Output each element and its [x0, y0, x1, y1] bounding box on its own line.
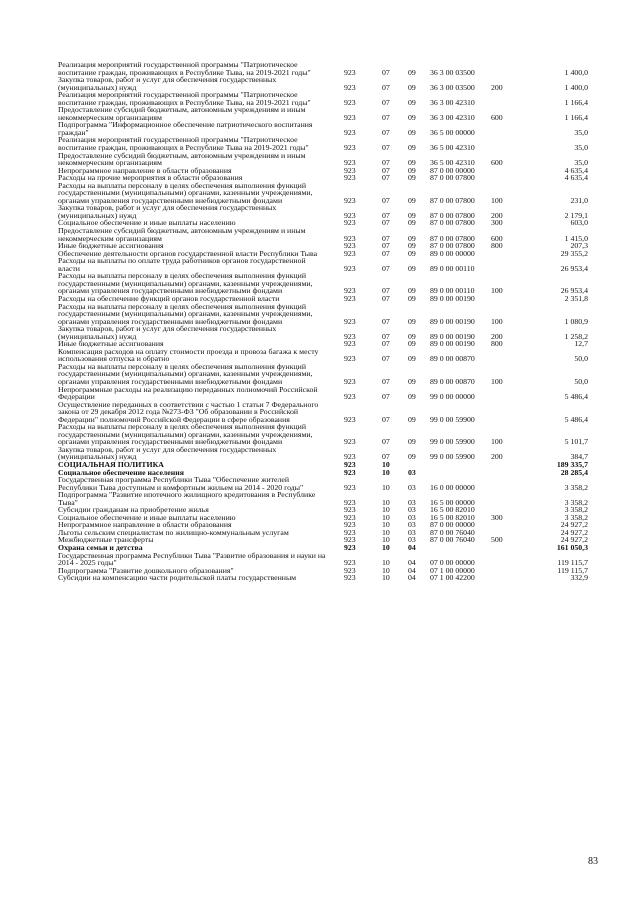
row-razdel: 07 — [382, 354, 390, 364]
row-sum: 1 166,4 — [564, 97, 588, 107]
row-expense-type: 100 — [491, 316, 503, 326]
row-grbs: 923 — [344, 482, 356, 492]
table-row — [58, 423, 588, 446]
row-sum: 4 635,4 — [564, 173, 588, 183]
row-expense-type: 100 — [491, 195, 503, 205]
row-podrazdel: 09 — [408, 293, 416, 303]
row-name: Иные бюджетные ассигнования — [58, 241, 164, 251]
row-target-code: 99 0 00 59900 — [430, 452, 475, 462]
row-sum: 24 927,2 — [560, 535, 588, 545]
row-target-code: 36 5 00 42310 — [430, 158, 475, 168]
row-grbs: 923 — [344, 210, 356, 220]
row-sum: 189 335,7 — [556, 459, 588, 469]
row-grbs: 923 — [344, 316, 356, 326]
row-razdel: 07 — [382, 376, 390, 386]
row-name: Субсидии гражданам на приобретение жилья — [58, 505, 209, 515]
row-grbs: 923 — [344, 165, 356, 175]
row-razdel: 10 — [382, 565, 390, 575]
row-podrazdel: 09 — [408, 97, 416, 107]
row-podrazdel: 09 — [408, 437, 416, 447]
row-razdel: 07 — [382, 218, 390, 228]
row-name: Предоставление субсидий бюджетным, автономным учреждениям и иным некоммерческим организациям — [58, 226, 306, 243]
row-grbs: 923 — [344, 520, 356, 530]
row-podrazdel: 03 — [408, 467, 416, 477]
row-name: Подпрограмма "Развитие дошкольного образования" — [58, 565, 234, 575]
row-target-code: 36 3 00 42310 — [430, 97, 475, 107]
row-expense-type: 500 — [491, 535, 503, 545]
row-grbs: 923 — [344, 195, 356, 205]
row-name: Социальное обеспечение населения — [58, 467, 184, 477]
row-name: Закупка товаров, работ и услуг для обеспечения государственных (муниципальных) нужд — [58, 75, 277, 92]
row-target-code: 89 0 00 00190 — [430, 339, 475, 349]
row-podrazdel: 04 — [408, 565, 416, 575]
row-sum: 5 486,4 — [564, 414, 588, 424]
table-row — [58, 227, 588, 242]
row-sum: 24 927,2 — [560, 527, 588, 537]
row-podrazdel: 09 — [408, 354, 416, 364]
row-name: Непрограммное направление в области образования — [58, 520, 232, 530]
row-podrazdel: 09 — [408, 392, 416, 402]
row-podrazdel: 09 — [408, 414, 416, 424]
row-sum: 2 351,8 — [564, 293, 588, 303]
row-target-code: 87 0 00 07800 — [430, 195, 475, 205]
row-name: Непрограммное направление в области образования — [58, 165, 232, 175]
row-expense-type: 300 — [491, 512, 503, 522]
row-expense-type: 100 — [491, 437, 503, 447]
row-name: Предоставление субсидий бюджетным, автономным учреждениям и иным некоммерческим организациям — [58, 105, 306, 122]
row-grbs: 923 — [344, 535, 356, 545]
row-razdel: 07 — [382, 414, 390, 424]
row-sum: 161 050,3 — [556, 543, 588, 552]
row-target-code: 89 0 00 00110 — [430, 286, 475, 296]
row-razdel: 07 — [382, 316, 390, 326]
table-row — [58, 121, 588, 136]
row-razdel: 07 — [382, 82, 390, 92]
row-grbs: 923 — [344, 127, 356, 137]
row-expense-type: 100 — [491, 376, 503, 386]
row-sum: 231,0 — [570, 195, 588, 205]
table-row — [58, 91, 588, 106]
row-podrazdel: 03 — [408, 535, 416, 545]
row-target-code: 07 1 00 00000 — [430, 565, 475, 575]
row-razdel: 07 — [382, 158, 390, 168]
row-grbs: 923 — [344, 354, 356, 364]
row-podrazdel: 04 — [408, 543, 416, 552]
row-sum: 119 115,7 — [557, 565, 588, 575]
row-grbs: 923 — [344, 293, 356, 303]
row-sum: 332,9 — [570, 573, 588, 583]
row-razdel: 10 — [382, 467, 390, 477]
row-target-code: 87 0 00 07800 — [430, 233, 475, 243]
table-row — [58, 348, 588, 363]
row-sum: 4 635,4 — [564, 165, 588, 175]
row-razdel: 07 — [382, 127, 390, 137]
table-row — [58, 136, 588, 151]
row-expense-type: 600 — [491, 112, 503, 122]
row-podrazdel: 09 — [408, 158, 416, 168]
row-razdel: 07 — [382, 437, 390, 447]
row-podrazdel: 09 — [408, 316, 416, 326]
row-podrazdel: 04 — [408, 573, 416, 583]
row-grbs: 923 — [344, 286, 356, 296]
row-grbs: 923 — [344, 82, 356, 92]
table-row — [58, 204, 588, 219]
row-sum: 3 358,2 — [564, 497, 588, 507]
row-podrazdel: 09 — [408, 241, 416, 251]
row-target-code: 87 0 00 07800 — [430, 218, 475, 228]
row-target-code: 89 0 00 00190 — [430, 293, 475, 303]
row-expense-type: 200 — [491, 331, 503, 341]
table-row — [58, 401, 588, 424]
table-row — [58, 446, 588, 461]
row-razdel: 10 — [382, 459, 390, 469]
row-expense-type: 800 — [491, 339, 503, 349]
row-razdel: 07 — [382, 210, 390, 220]
row-razdel: 10 — [382, 505, 390, 515]
row-razdel: 07 — [382, 165, 390, 175]
row-grbs: 923 — [344, 67, 356, 77]
row-grbs: 923 — [344, 392, 356, 402]
row-grbs: 923 — [344, 158, 356, 168]
row-name: Субсидии на компенсацию части родительской платы государственным — [58, 573, 297, 583]
row-grbs: 923 — [344, 459, 356, 469]
row-grbs: 923 — [344, 263, 356, 273]
row-target-code: 89 0 00 00190 — [430, 331, 475, 341]
row-grbs: 923 — [344, 558, 356, 568]
row-name: Расходы на выплаты персоналу в целях обеспечения выполнения функций государственными (муниципальными) органами, казенными учреждениями, органами управления государственными внебюджетными фондами — [58, 271, 313, 296]
row-sum: 207,3 — [570, 241, 588, 251]
row-target-code: 89 0 00 00870 — [430, 354, 475, 364]
row-name: Межбюджетные трансферты — [58, 535, 154, 545]
row-name: Социальное обеспечение и иные выплаты населению — [58, 512, 236, 522]
row-name: Подпрограмма "Развитие ипотечного жилищного кредитования в Республике Тыва" — [58, 490, 316, 507]
row-name: Государственная программа Республики Тыва "Развитие образования и науки на 2014 - 2025 годы" — [58, 550, 326, 568]
row-sum: 29 355,2 — [560, 248, 588, 258]
row-name: Расходы на выплаты персоналу в целях обеспечения выполнения функций государственными (муниципальными) органами, казенными учреждениями, органами управления государственными внебюджетными фондами — [58, 180, 313, 205]
row-sum: 3 358,2 — [564, 505, 588, 515]
row-razdel: 10 — [382, 527, 390, 537]
row-razdel: 10 — [382, 543, 390, 552]
row-razdel: 07 — [382, 233, 390, 243]
row-sum: 24 927,2 — [560, 520, 588, 530]
row-target-code: 87 0 00 00000 — [430, 165, 475, 175]
row-razdel: 07 — [382, 331, 390, 341]
row-target-code: 36 3 00 03500 — [430, 67, 475, 77]
row-sum: 603,0 — [570, 218, 588, 228]
row-sum: 1 080,9 — [564, 316, 588, 326]
row-podrazdel: 09 — [408, 376, 416, 386]
row-expense-type: 300 — [491, 218, 503, 228]
row-grbs: 923 — [344, 512, 356, 522]
table-row — [58, 106, 588, 121]
row-name: Льготы сельским специалистам по жилищно-коммунальным услугам — [58, 527, 289, 537]
row-target-code: 07 1 00 42200 — [430, 573, 475, 583]
row-podrazdel: 09 — [408, 210, 416, 220]
row-grbs: 923 — [344, 497, 356, 507]
row-razdel: 10 — [382, 497, 390, 507]
row-expense-type: 200 — [491, 82, 503, 92]
row-grbs: 923 — [344, 505, 356, 515]
row-target-code: 16 5 00 00000 — [430, 497, 475, 507]
row-razdel: 07 — [382, 173, 390, 183]
row-target-code: 16 0 00 00000 — [430, 482, 475, 492]
row-grbs: 923 — [344, 233, 356, 243]
row-name: Закупка товаров, работ и услуг для обеспечения государственных (муниципальных) нужд — [58, 203, 277, 220]
row-name: СОЦИАЛЬНАЯ ПОЛИТИКА — [58, 459, 164, 469]
row-razdel: 10 — [382, 558, 390, 568]
row-razdel: 07 — [382, 241, 390, 251]
row-podrazdel: 09 — [408, 339, 416, 349]
row-target-code: 99 0 00 59900 — [430, 437, 475, 447]
row-grbs: 923 — [344, 241, 356, 251]
row-sum: 26 953,4 — [560, 286, 588, 296]
row-grbs: 923 — [344, 376, 356, 386]
row-sum: 35,0 — [574, 158, 588, 168]
row-target-code: 87 0 00 76040 — [430, 527, 475, 537]
row-sum: 35,0 — [574, 127, 588, 137]
row-target-code: 89 0 00 00190 — [430, 316, 475, 326]
row-grbs: 923 — [344, 143, 356, 153]
row-target-code: 36 3 00 03500 — [430, 82, 475, 92]
table-row — [58, 386, 588, 401]
row-podrazdel: 03 — [408, 505, 416, 515]
row-target-code: 87 0 00 07800 — [430, 173, 475, 183]
row-podrazdel: 09 — [408, 331, 416, 341]
row-podrazdel: 09 — [408, 248, 416, 258]
table-row — [58, 552, 588, 567]
row-name: Реализация мероприятий государственной программы "Патриотическое воспитание граждан, проживающих в Республике Тыва, на 2019-2021 годы" — [58, 90, 311, 107]
row-grbs: 923 — [344, 414, 356, 424]
table-row — [58, 325, 588, 340]
table-row — [58, 303, 588, 326]
table-row — [58, 76, 588, 91]
row-sum: 384,7 — [570, 452, 588, 462]
row-target-code: 89 0 00 00110 — [430, 263, 475, 273]
row-grbs: 923 — [344, 543, 356, 552]
row-target-code: 36 5 00 42310 — [430, 143, 475, 153]
row-razdel: 07 — [382, 339, 390, 349]
row-target-code: 89 0 00 00870 — [430, 376, 475, 386]
row-name: Расходы на прочие мероприятия в области образования — [58, 173, 243, 183]
row-name: Иные бюджетные ассигнования — [58, 339, 164, 349]
row-sum: 1 400,0 — [564, 67, 588, 77]
row-podrazdel: 09 — [408, 218, 416, 228]
row-podrazdel: 09 — [408, 173, 416, 183]
row-sum: 119 115,7 — [557, 558, 588, 568]
row-sum: 2 179,1 — [564, 210, 588, 220]
table-row — [58, 61, 588, 76]
row-grbs: 923 — [344, 527, 356, 537]
row-grbs: 923 — [344, 218, 356, 228]
row-razdel: 10 — [382, 520, 390, 530]
row-podrazdel: 09 — [408, 452, 416, 462]
row-name: Расходы на обеспечение функций органов государственной власти — [58, 293, 280, 303]
row-razdel: 07 — [382, 286, 390, 296]
row-name: Расходы на выплаты персоналу в целях обеспечения выполнения функций государственными (муниципальными) органами, казенными учреждениями, органами управления государственными внебюджетными фондами — [58, 301, 313, 326]
row-name: Реализация мероприятий государственной программы "Патриотическое воспитание граждан, проживающих в Республике Тыва, на 2019-2021 годы" — [58, 60, 311, 77]
row-name: Реализация мероприятий государственной программы "Патриотическое воспитание граждан, проживающих в Республике Тыва на 2019-2021 годы" — [58, 135, 309, 153]
row-target-code: 36 3 00 42310 — [430, 112, 475, 122]
row-target-code: 16 5 00 82010 — [430, 512, 475, 522]
row-podrazdel: 09 — [408, 195, 416, 205]
row-expense-type: 100 — [491, 286, 503, 296]
row-grbs: 923 — [344, 467, 356, 477]
row-name: Предоставление субсидий бюджетным, автономным учреждениям и иным некоммерческим организациям — [58, 150, 306, 168]
row-name: Осуществление переданных в соответствии с частью 1 статьи 7 Федерального закона от 29 декабря 2012 года №273-ФЗ "Об образовании в Российской Федерации" полномочий Российской Федерации в сфере образования — [58, 399, 319, 424]
row-razdel: 10 — [382, 512, 390, 522]
row-sum: 1 258,2 — [564, 331, 588, 341]
table-row — [58, 272, 588, 295]
table-row — [58, 476, 588, 491]
page-number: 83 — [588, 856, 598, 867]
row-expense-type: 800 — [491, 241, 503, 251]
table-row — [58, 491, 588, 506]
row-target-code: 87 0 00 07800 — [430, 210, 475, 220]
row-name: Социальное обеспечение и иные выплаты населению — [58, 218, 236, 228]
row-name: Обеспечение деятельности органов государственной власти Республики Тыва — [58, 248, 318, 258]
row-expense-type: 600 — [491, 158, 503, 168]
row-razdel: 07 — [382, 67, 390, 77]
row-grbs: 923 — [344, 437, 356, 447]
row-target-code: 07 0 00 00000 — [430, 558, 475, 568]
row-name: Государственная программа Республики Тыва "Обеспечение жителей Республики Тыва доступным и комфортным жильем на 2014 - 2020 годы" — [58, 475, 304, 492]
row-razdel: 07 — [382, 263, 390, 273]
row-podrazdel: 03 — [408, 527, 416, 537]
row-podrazdel: 09 — [408, 112, 416, 122]
row-razdel: 10 — [382, 535, 390, 545]
row-podrazdel: 09 — [408, 67, 416, 77]
row-podrazdel: 09 — [408, 233, 416, 243]
row-podrazdel: 09 — [408, 263, 416, 273]
row-razdel: 07 — [382, 392, 390, 402]
row-expense-type: 200 — [491, 452, 503, 462]
row-target-code: 16 5 00 82010 — [430, 505, 475, 515]
row-podrazdel: 09 — [408, 143, 416, 153]
row-razdel: 07 — [382, 112, 390, 122]
row-sum: 1 400,0 — [564, 82, 588, 92]
row-podrazdel: 09 — [408, 165, 416, 175]
row-target-code: 89 0 00 00000 — [430, 248, 475, 258]
row-razdel: 07 — [382, 195, 390, 205]
row-grbs: 923 — [344, 97, 356, 107]
row-sum: 1 415,0 — [564, 233, 588, 243]
table-row — [58, 182, 588, 205]
row-sum: 28 285,4 — [560, 467, 588, 477]
row-podrazdel: 03 — [408, 520, 416, 530]
row-sum: 1 166,4 — [564, 112, 588, 122]
row-name: Расходы на выплаты по оплате труда работников органов государственной власти — [58, 256, 306, 273]
row-target-code: 36 5 00 00000 — [430, 127, 475, 137]
row-name: Охрана семьи и детства — [58, 543, 143, 552]
row-name: Непрограммные расходы на реализацию переданных полномочий Российской Федерации — [58, 384, 318, 402]
table-row — [58, 257, 588, 272]
row-razdel: 10 — [382, 482, 390, 492]
row-razdel: 07 — [382, 248, 390, 258]
row-razdel: 10 — [382, 573, 390, 583]
row-sum: 35,0 — [574, 143, 588, 153]
row-name: Расходы на выплаты персоналу в целях обеспечения выполнения функций государственными (муниципальными) органами, казенными учреждениями, органами управления государственными внебюджетными фондами — [58, 422, 313, 447]
row-grbs: 923 — [344, 452, 356, 462]
row-sum: 50,0 — [574, 376, 588, 386]
table-row — [58, 574, 588, 582]
row-sum: 50,0 — [574, 354, 588, 364]
row-razdel: 07 — [382, 143, 390, 153]
budget-table — [58, 61, 588, 582]
row-razdel: 07 — [382, 452, 390, 462]
row-name: Расходы на выплаты персоналу в целях обеспечения выполнения функций государственными (муниципальными) органами, казенными учреждениями, органами управления государственными внебюджетными фондами — [58, 361, 313, 386]
row-podrazdel: 09 — [408, 82, 416, 92]
row-podrazdel: 03 — [408, 512, 416, 522]
table-row — [58, 363, 588, 386]
row-grbs: 923 — [344, 248, 356, 258]
row-expense-type: 200 — [491, 210, 503, 220]
row-target-code: 87 0 00 00000 — [430, 520, 475, 530]
row-target-code: 87 0 00 07800 — [430, 241, 475, 251]
row-podrazdel: 03 — [408, 497, 416, 507]
row-grbs: 923 — [344, 573, 356, 583]
row-expense-type: 600 — [491, 233, 503, 243]
row-name: Подпрограмма "Информационное обеспечение патриотического воспитания граждан" — [58, 120, 313, 137]
row-target-code: 99 0 00 00000 — [430, 392, 475, 402]
row-target-code: 87 0 00 76040 — [430, 535, 475, 545]
row-grbs: 923 — [344, 339, 356, 349]
row-podrazdel: 09 — [408, 127, 416, 137]
row-grbs: 923 — [344, 565, 356, 575]
row-podrazdel: 09 — [408, 286, 416, 296]
row-podrazdel: 04 — [408, 558, 416, 568]
row-sum: 3 358,2 — [564, 512, 588, 522]
row-sum: 3 358,2 — [564, 482, 588, 492]
row-podrazdel: 03 — [408, 482, 416, 492]
row-grbs: 923 — [344, 173, 356, 183]
row-razdel: 07 — [382, 97, 390, 107]
row-grbs: 923 — [344, 112, 356, 122]
table-row — [58, 152, 588, 167]
row-sum: 5 486,4 — [564, 392, 588, 402]
row-target-code: 99 0 00 59900 — [430, 414, 475, 424]
row-name: Закупка товаров, работ и услуг для обеспечения государственных (муниципальных) нужд — [58, 324, 277, 341]
row-sum: 26 953,4 — [560, 263, 588, 273]
row-sum: 12,7 — [574, 339, 588, 349]
row-sum: 5 101,7 — [564, 437, 588, 447]
row-name: Закупка товаров, работ и услуг для обеспечения государственных (муниципальных) нужд — [58, 444, 277, 462]
row-grbs: 923 — [344, 331, 356, 341]
row-name: Компенсация расходов на оплату стоимости проезда и провоза багажа к месту использования отпуска и обратно — [58, 346, 319, 364]
row-razdel: 07 — [382, 293, 390, 303]
